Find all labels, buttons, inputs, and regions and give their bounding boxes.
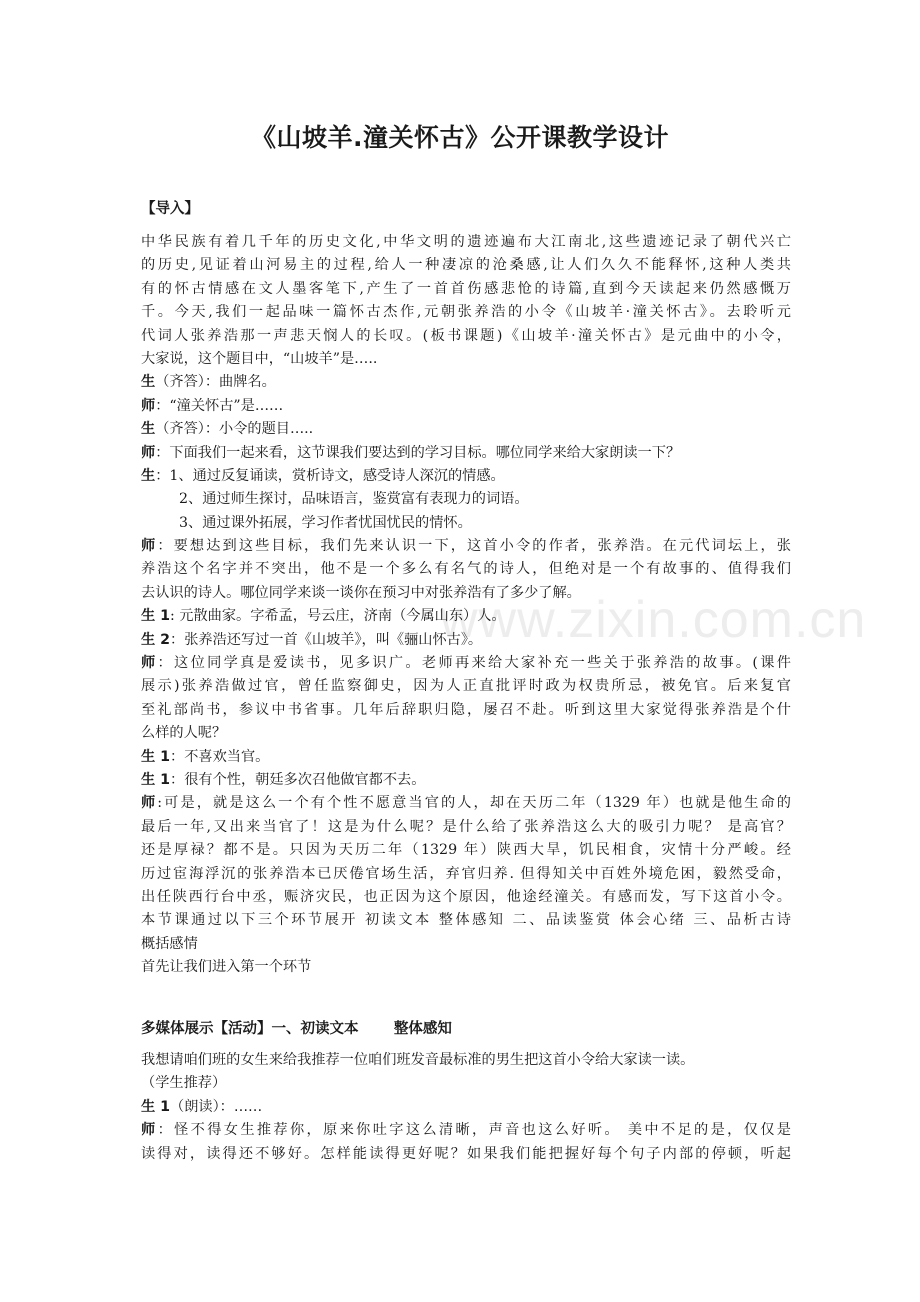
speaker-label: 师 xyxy=(141,397,156,414)
speaker-label: 生 1 xyxy=(141,771,170,788)
paragraph-line: 最后一年,又出来当官了！这是为什么呢？是什么给了张养浩这么大的吸引力呢？ 是高官？ xyxy=(141,818,791,835)
paragraph-line: 本节课通过以下三个环节展开 初读文本 整体感知 二、品读鉴赏 体会心绪 三、品析古诗 xyxy=(141,912,791,929)
section-heading-text: 多媒体展示【活动】一、初读文本 整体感知 xyxy=(141,1021,452,1037)
paragraph-line: 么样的人呢？ xyxy=(141,725,227,742)
speaker-label: 师 xyxy=(141,795,158,812)
speaker-label: 师 xyxy=(141,1122,158,1139)
speaker-label: 师 xyxy=(141,655,158,672)
dialogue-line xyxy=(141,605,791,628)
paragraph-line: 去认识的诗人。哪位同学来谈一谈你在预习中对张养浩有了多少了解。 xyxy=(141,584,581,601)
dialogue-line xyxy=(141,1119,791,1142)
goal-line: 2、通过师生探讨，品味语言，鉴赏富有表现力的词语。 xyxy=(179,491,529,508)
speaker-label: 生 1 xyxy=(141,748,170,765)
speaker-label: 生 2 xyxy=(141,631,170,648)
dialogue-text: ：要想达到这些目标，我们先来认识一下，这首小令的作者，张养浩。在元代词坛上，张 xyxy=(157,538,791,555)
dialogue-line xyxy=(141,442,791,465)
paragraph-line: 养浩这个名字并不突出，他不是一个多么有名气的诗人，但绝对是一个有故事的、值得我们 xyxy=(141,561,791,578)
dialogue-text: :可是，就是这么一个有个性不愿意当官的人，却在天历二年（1329 年）也就是他生命的 xyxy=(157,795,791,812)
dialogue-text: ：下面我们一起来看，这节课我们要达到的学习目标。哪位同学来给大家朗读一下？ xyxy=(155,444,681,461)
speaker-label: 生 xyxy=(141,374,156,391)
dialogue-text: ：这位同学真是爱读书，见多识广。老师再来给大家补充一些关于张养浩的故事。(课件 xyxy=(157,655,791,672)
paragraph-line: 至礼部尚书，参议中书省事。几年后辞职归隐，屡召不赴。听到这里大家觉得张养浩是个什 xyxy=(141,701,791,718)
goal-line: 3、通过课外拓展，学习作者忧国忧民的情怀。 xyxy=(179,514,472,531)
paragraph-line: 千。今天,我们一起品味一篇怀古杰作,元朝张养浩的小令《山坡羊·潼关怀古》。去聆听元 xyxy=(141,304,791,321)
paragraph-line: 大家说，这个题目中，“山坡羊”是….. xyxy=(141,350,378,367)
paragraph-line: 中华民族有着几千年的历史文化,中华文明的遗迹遍布大江南北,这些遗迹记录了朝代兴亡 xyxy=(141,234,791,250)
paragraph-line: （学生推荐） xyxy=(141,1075,227,1092)
dialogue-line xyxy=(141,395,791,418)
speaker-label: 生 1 xyxy=(141,608,170,625)
paragraph-line: 首先让我们进入第一个环节 xyxy=(141,959,312,976)
paragraph-line: 读得对，读得还不够好。怎样能读得更好呢？如果我们能把握好每个句子内部的停顿，听起 xyxy=(141,1145,791,1162)
paragraph-line: 代词人张养浩那一声悲天悯人的长叹。(板书课题)《山坡羊·潼关怀古》是元曲中的小令， xyxy=(141,327,791,344)
dialogue-line xyxy=(141,371,791,394)
dialogue-line xyxy=(141,629,791,652)
speaker-label: 生 1 xyxy=(141,1098,170,1115)
dialogue-text: ：张养浩还写过一首《山坡羊》，叫《骊山怀古》。 xyxy=(170,631,483,648)
paragraph-line: 概括感情 xyxy=(141,935,198,952)
paragraph-line: 有的怀古情感在文人墨客笔下,产生了一首首伤感悲怆的诗篇,直到今天读起来仍然感慨万 xyxy=(141,280,791,297)
dialogue-text: ：不喜欢当官。 xyxy=(170,748,270,765)
page-title: 《山坡羊.潼关怀古》公开课教学设计 xyxy=(251,123,669,152)
dialogue-line xyxy=(141,535,791,558)
dialogue-text: （齐答）：曲牌名。 xyxy=(155,374,276,391)
intro-heading: 【导入】 xyxy=(141,201,199,217)
dialogue-line xyxy=(141,652,791,675)
paragraph-line: 我想请咱们班的女生来给我推荐一位咱们班发音最标准的男生把这首小令给大家读一读。 xyxy=(141,1052,695,1068)
paragraph-line: 还是厚禄？都不是。只因为天历二年（1329 年）陕西大旱，饥民相食，灾情十分严峻。经 xyxy=(141,842,791,859)
speaker-label: 师 xyxy=(141,538,158,555)
dialogue-line xyxy=(141,418,791,441)
dialogue-text: （齐答）：小令的题目….. xyxy=(155,421,314,438)
intro-paragraph xyxy=(141,231,791,980)
dialogue-line xyxy=(141,465,791,488)
dialogue-line xyxy=(141,769,791,792)
paragraph-line: 展示)张养浩做过官，曾任监察御史，因为人正直批评时政为权贵所忌，被免官。后来复官 xyxy=(141,678,791,695)
paragraph-line: 的历史,见证着山河易主的过程,给人一种凄凉的沧桑感,让人们久久不能释怀,这种人类共 xyxy=(141,257,791,274)
dialogue-line xyxy=(141,1096,791,1119)
dialogue-line xyxy=(141,792,791,815)
dialogue-text: : 元散曲家。字希孟，号云庄，济南（今属山东）人。 xyxy=(170,608,506,625)
paragraph-line: 出任陕西行台中丞，赈济灾民，也正因为这个原因，他途经潼关。有感而发，写下这首小令。 xyxy=(141,888,791,905)
speaker-label: 生 xyxy=(141,467,156,484)
dialogue-text: ：1、通过反复诵读，赏析诗文，感受诗人深沉的情感。 xyxy=(155,467,505,484)
dialogue-text: ：怪不得女生推荐你，原来你吐字这么清晰，声音也这么好听。 美中不足的是，仅仅是 xyxy=(157,1122,791,1139)
dialogue-text: ：“潼关怀古”是…… xyxy=(155,397,284,414)
paragraph-line: 历过宦海浮沉的张养浩本已厌倦官场生活，弃官归养. 但得知关中百姓外境危困，毅然受命， xyxy=(141,865,791,882)
dialogue-text: ：很有个性，朝廷多次召他做官都不去。 xyxy=(170,771,426,788)
section-paragraph xyxy=(141,1049,791,1166)
watermark: www.zixin.com.cn xyxy=(440,591,867,649)
dialogue-text: （朗读）：…… xyxy=(170,1098,263,1115)
speaker-label: 生 xyxy=(141,421,156,438)
section-heading xyxy=(141,1017,452,1038)
speaker-label: 师 xyxy=(141,444,156,461)
dialogue-line xyxy=(141,746,791,769)
